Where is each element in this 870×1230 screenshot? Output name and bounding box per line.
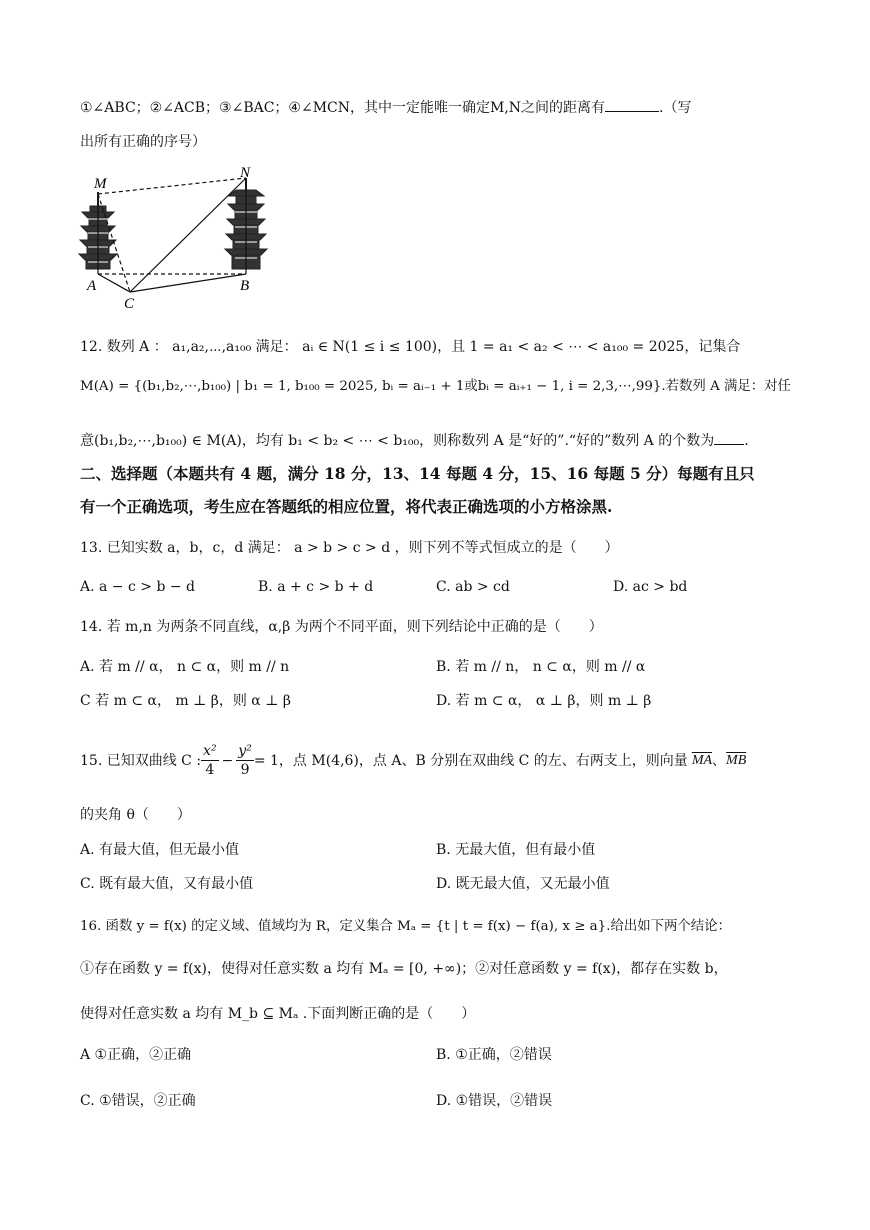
q15-fraction-y: [236, 742, 254, 779]
q13-option-b[interactable]: B. a + c > b + d: [258, 579, 374, 595]
q11-line2: 出所有正确的序号）: [80, 134, 206, 150]
pagoda-figure: [78, 166, 278, 316]
geometry-lines: [98, 178, 246, 292]
q15-frac1-num: x²: [203, 743, 217, 759]
q15-frac2-den: 9: [240, 762, 250, 778]
label-a: A: [87, 278, 97, 294]
q15-vector-mb: $\overline{MB}$: [726, 752, 747, 768]
q15-frac1-den: 4: [205, 762, 215, 778]
q15-option-a[interactable]: A. 有最大值，但无最小值: [80, 842, 240, 858]
q11-text: ①∠ABC；②∠ACB；③∠BAC；④∠MCN，其中一定能唯一确定M,N之间的距离有: [80, 100, 606, 116]
q12-line2: M(A) = {(b₁,b₂,⋯,b₁₀₀) | b₁ = 1, b₁₀₀ = 2025, bᵢ = aᵢ₋₁ + 1或bᵢ = aᵢ₊₁ − 1, i = 2,3,⋯,99}.若数列 A 满足：对任: [80, 379, 791, 394]
q12-line1: 12. 数列 A ： a₁,a₂,⋯,a₁₀₀ 满足： aᵢ ∈ N(1 ≤ i ≤ 100)，且 1 = a₁ < a₂ < ⋯ < a₁₀₀ = 2025，记集合: [80, 339, 741, 355]
q14-option-b[interactable]: B. 若 m // n， n ⊂ α，则 m // α: [436, 659, 646, 675]
q15-stem-a: 15. 已知双曲线 C :: [80, 752, 202, 769]
label-b: B: [240, 278, 250, 294]
label-m: M: [94, 176, 107, 192]
q12-line3: [80, 430, 749, 448]
label-c: C: [124, 296, 135, 312]
q15-option-d[interactable]: D. 既无最大值，又无最小值: [436, 876, 610, 892]
section2-heading-line2: 有一个正确选项，考生应在答题纸的相应位置，将代表正确选项的小方格涂黑.: [80, 497, 613, 516]
q12-text: 意(b₁,b₂,⋯,b₁₀₀) ∈ M(A)，均有 b₁ < b₂ < ⋯ < b₁₀₀，则称数列 A 是“好的”.“好的”数列 A 的个数为: [80, 433, 715, 449]
q13-option-d[interactable]: D. ac > bd: [613, 579, 688, 595]
section2-heading-line1: 二、选择题（本题共有 4 题，满分 18 分，13、14 每题 4 分，15、16 每题 5 分）每题有且只: [80, 464, 755, 483]
q16-option-a[interactable]: A ①正确，②正确: [80, 1047, 192, 1063]
label-n: N: [240, 166, 251, 181]
q15-stem-b: = 1，点 M(4,6)，点 A、B 分别在双曲线 C 的左、右两支上，则向量: [253, 752, 688, 769]
q11-line1: [80, 97, 692, 115]
q13-option-c[interactable]: C. ab > cd: [436, 579, 510, 595]
q15-stem: [80, 742, 746, 779]
q13-stem: 13. 已知实数 a，b，c，d 满足： a > b > c > d ，则下列不等式恒成立的是（ ）: [80, 540, 619, 556]
q11-answer-blank[interactable]: [605, 97, 659, 112]
q16-option-d[interactable]: D. ①错误，②错误: [436, 1093, 553, 1109]
q16-option-b[interactable]: B. ①正确，②错误: [436, 1047, 552, 1063]
q16-line1: 16. 函数 y = f(x) 的定义域、值域均为 R，定义集合 Mₐ = {t | t = f(x) − f(a), x ≥ a}.给出如下两个结论：: [80, 919, 731, 934]
q15-minus: −: [221, 752, 234, 769]
q15-option-b[interactable]: B. 无最大值，但有最小值: [436, 842, 596, 858]
q15-vector-ma: $\overline{MA}$: [691, 752, 713, 768]
q14-option-a[interactable]: A. 若 m // α， n ⊂ α，则 m // n: [80, 659, 290, 675]
q15-option-c[interactable]: C. 既有最大值，又有最小值: [80, 876, 254, 892]
q13-option-a[interactable]: A. a − c > b − d: [80, 579, 196, 595]
q15-separator: 、: [712, 752, 727, 769]
line-mn: [98, 178, 246, 194]
q14-stem: 14. 若 m,n 为两条不同直线，α,β 为两个不同平面，则下列结论中正确的是（ ）: [80, 619, 603, 635]
q15-line2: 的夹角 θ（ ）: [80, 807, 191, 823]
q12-answer-blank[interactable]: [714, 430, 744, 445]
q12-tail: .: [744, 433, 749, 449]
q16-line2: ①存在函数 y = f(x)，使得对任意实数 a 均有 Mₐ = [0, +∞)；②对任意函数 y = f(x)，都存在实数 b，: [80, 961, 728, 977]
q15-frac2-num: y²: [238, 743, 252, 759]
line-cb: [130, 274, 246, 292]
q16-line3: 使得对任意实数 a 均有 M_b ⊆ Mₐ .下面判断正确的是（ ）: [80, 1006, 476, 1022]
q14-option-c[interactable]: C 若 m ⊂ α， m ⊥ β，则 α ⊥ β: [80, 693, 291, 709]
q11-tail: .（写: [659, 100, 692, 116]
q16-option-c[interactable]: C. ①错误，②正确: [80, 1093, 196, 1109]
q15-fraction-x: [201, 742, 219, 779]
q14-option-d[interactable]: D. 若 m ⊂ α， α ⊥ β，则 m ⊥ β: [436, 693, 652, 709]
